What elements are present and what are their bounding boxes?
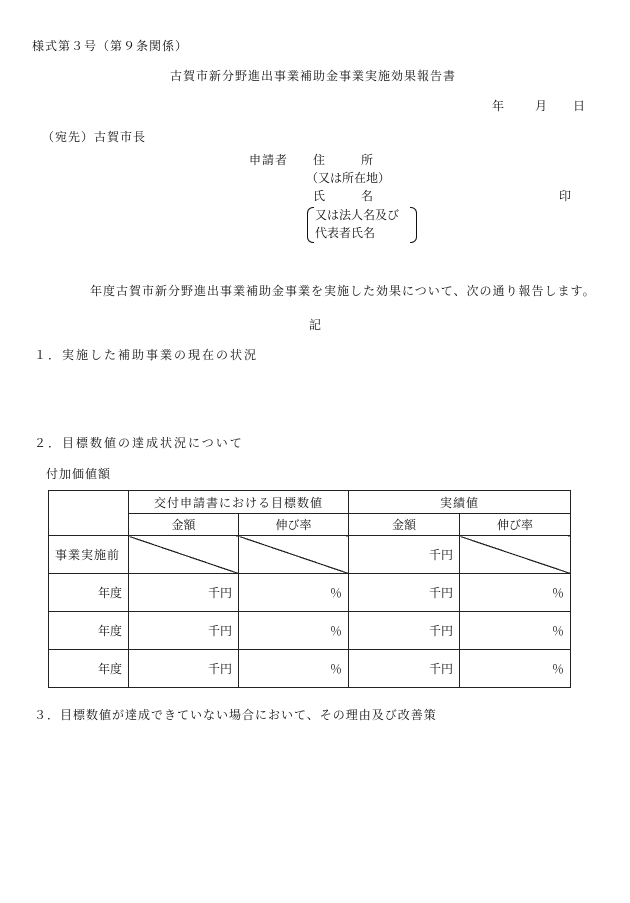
applicant-label: 申請者 <box>249 153 289 167</box>
corp-name-label: 又は法人名及び <box>315 208 400 222</box>
document-title: 古賀市新分野進出事業補助金事業実施効果報告書 <box>170 69 457 83</box>
table-row <box>49 650 571 688</box>
representative-label: 代表者氏名 <box>315 226 376 240</box>
section1-heading: １．実施した補助事業の現在の状況 <box>34 348 259 362</box>
bracket-right <box>410 207 417 243</box>
actual-growth-cell: ％ <box>460 650 571 688</box>
name-label: 氏 名 <box>313 189 374 203</box>
section3-heading: ３．目標数値が達成できていない場合において、その理由及び改善策 <box>34 708 437 722</box>
actual-amount-cell: 千円 <box>349 612 460 650</box>
target-amount-cell: 千円 <box>129 650 239 688</box>
addressee: （宛先）古賀市長 <box>42 130 147 144</box>
table-header-row <box>49 491 571 514</box>
header-target-group: 交付申請書における目標数値 <box>129 491 349 514</box>
header-actual-amount: 金額 <box>349 514 460 536</box>
actual-amount-cell: 千円 <box>349 574 460 612</box>
corner-cell <box>49 491 129 536</box>
target-growth-cell: ％ <box>239 574 349 612</box>
ki-heading: 記 <box>309 318 322 332</box>
diagonal-cell <box>239 536 349 574</box>
bracket-left <box>307 207 314 243</box>
table-row-before <box>49 536 571 574</box>
diagonal-cell <box>460 536 571 574</box>
actual-growth-cell: ％ <box>460 574 571 612</box>
row-before-label: 事業実施前 <box>49 536 129 574</box>
intro-text: 年度古賀市新分野進出事業補助金事業を実施した効果について、次の通り報告します。 <box>90 284 596 298</box>
value-added-table <box>48 490 571 688</box>
date-year: 年 <box>492 99 505 113</box>
seal-mark: 印 <box>559 189 572 203</box>
address-label: 住 所 <box>313 153 374 167</box>
row-year-label: 年度 <box>49 612 129 650</box>
header-actual-growth: 伸び率 <box>460 514 571 536</box>
form-number: 様式第３号（第９条関係） <box>32 39 189 53</box>
date-month: 月 <box>535 99 548 113</box>
actual-growth-cell: ％ <box>460 612 571 650</box>
target-amount-cell: 千円 <box>129 574 239 612</box>
diagonal-cell <box>129 536 239 574</box>
actual-amount-cell: 千円 <box>349 650 460 688</box>
date-day: 日 <box>573 99 586 113</box>
table-row <box>49 574 571 612</box>
header-target-growth: 伸び率 <box>239 514 349 536</box>
table-row <box>49 612 571 650</box>
section2-heading: ２．目標数値の達成状況について <box>34 436 244 450</box>
target-growth-cell: ％ <box>239 650 349 688</box>
address-note: （又は所在地） <box>306 171 391 185</box>
target-growth-cell: ％ <box>239 612 349 650</box>
row-year-label: 年度 <box>49 574 129 612</box>
before-actual-amount: 千円 <box>349 536 460 574</box>
row-year-label: 年度 <box>49 650 129 688</box>
table-caption: 付加価値額 <box>46 467 112 481</box>
header-actual-group: 実績値 <box>349 491 571 514</box>
header-target-amount: 金額 <box>129 514 239 536</box>
target-amount-cell: 千円 <box>129 612 239 650</box>
